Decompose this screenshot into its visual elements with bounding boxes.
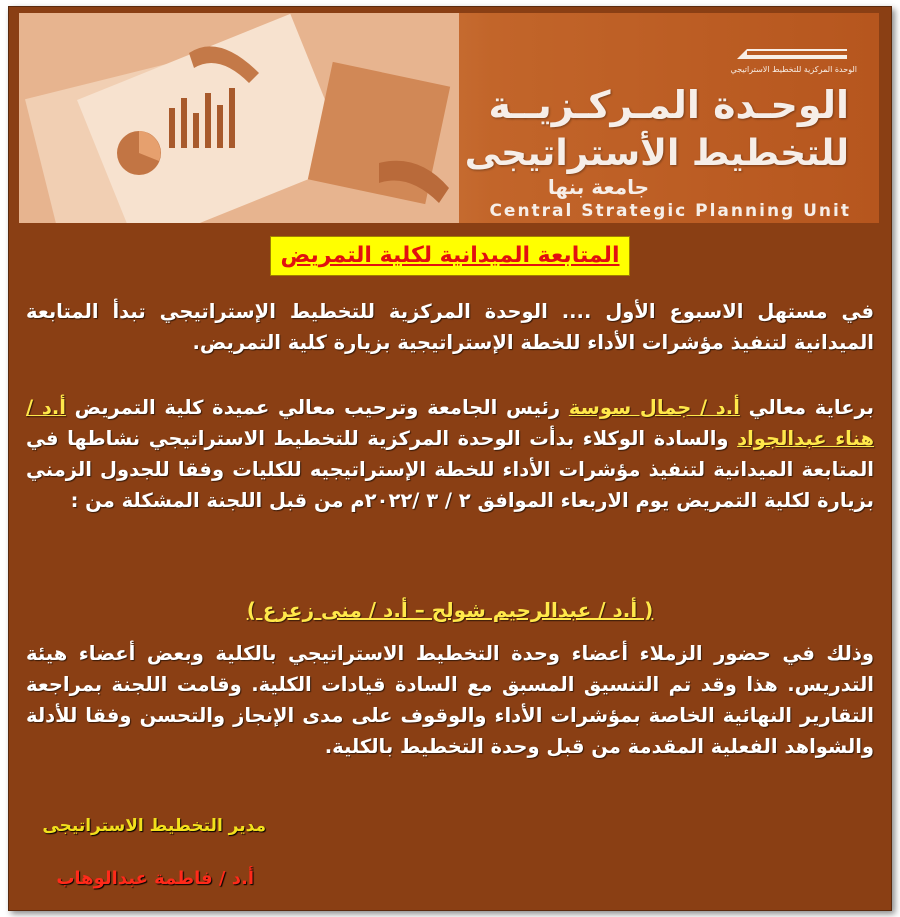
banner-title-line2: للتخطيط الأستراتيجى [464,133,849,174]
university-name: جامعة بنها [547,175,649,199]
banner-english-title: Central Strategic Planning Unit [489,201,851,221]
signature-name: أ.د / فاطمة عبدالوهاب [56,868,254,889]
logo-caption: الوحدة المركزية للتخطيط الاستراتيجي [730,65,857,74]
para-text: رئيس الجامعة وترحيب معالي عميدة كلية التمريض [65,396,569,419]
committee-members: ( أ.د / عبدالرحيم شولح – أ.د / منى زعزع ) [246,598,654,622]
planning-photo-image [19,13,459,223]
dean-name: أ.د / هناء عبدالجواد [26,396,874,450]
signature-role: مدير التخطيط الاستراتيجى [42,816,266,836]
paragraph-intro: في مستهل الاسبوع الأول .... الوحدة المركزية للتخطيط الإستراتيجي تبدأ المتابعة الميدانية لتنفيذ مؤشرات الأداء للخطة الإستراتيجية بزيارة كلية التمريض. [26,300,874,354]
header-banner [19,13,879,223]
para-text: والسادة الوكلاء بدأت الوحدة المركزية للتخطيط الاستراتيجي نشاطها في المتابعة الميدانية لتنفيذ مؤشرات الأداء للخطة الإستراتيجيه للكليات وفقا للجدول الزمني بزيارة لكلية التمريض يوم الاربعاء الموافق ٢ / ٣ /٢٠٢٢م من قبل اللجنة المشكلة من : [26,427,874,512]
paragraph-visit [26,392,874,516]
para-text: برعاية معالي [739,396,874,419]
president-name: أ.د / جمال سوسة [568,396,740,419]
document-title: المتابعة الميدانية لكلية التمريض [270,236,630,276]
banner-title-line1: الوحـدة المـركـزيــة [488,83,849,127]
paragraph-review: وذلك في حضور الزملاء أعضاء وحدة التخطيط الاستراتيجي بالكلية وبعض أعضاء هيئة التدريس. هذا وقد تم التنسيق المسبق مع السادة قيادات الكلية. وقامت اللجنة بمراجعة التقارير النهائية الخاصة بمؤشرات الأداء والوقوف على مدى الإنجاز والتحسن وفقا للأدلة والشواهد الفعلية المقدمة من قبل وحدة التخطيط بالكلية. [26,642,874,758]
